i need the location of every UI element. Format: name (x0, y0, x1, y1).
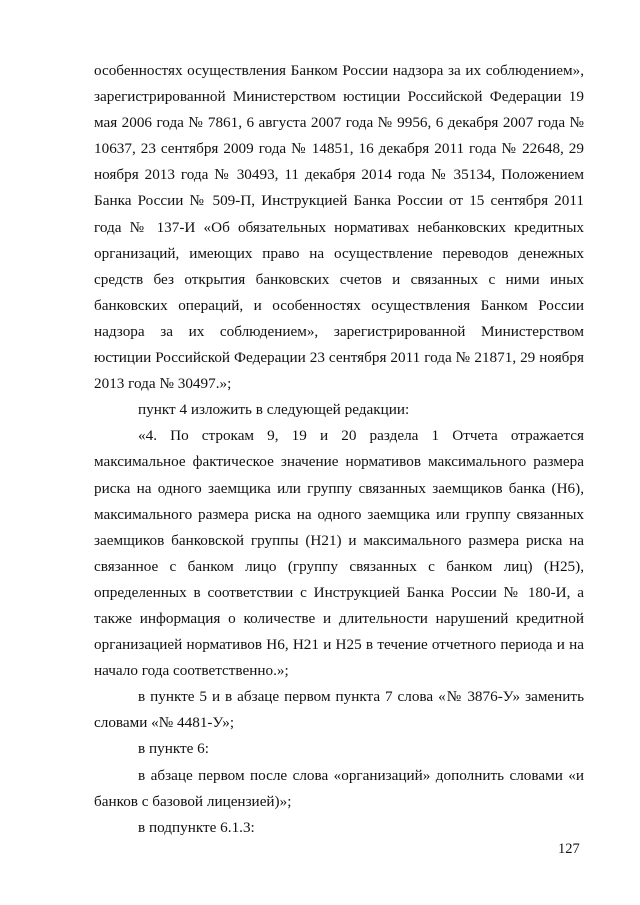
paragraph-subitem-6-1-3: в подпункте 6.1.3: (138, 818, 255, 836)
paragraph-item-6-first-abzac: в абзаце первом после слова «организаций» дополнить словами «и банков с базовой лицензией)»; (94, 766, 584, 810)
paragraph-item-6: в пункте 6: (138, 740, 209, 758)
paragraph-items-5-7: в пункте 5 и в абзаце первом пункта 7 слова «№ 3876-У» заменить словами «№ 4481-У»; (94, 688, 584, 732)
paragraph-item-4-heading: пункт 4 изложить в следующей редакции: (138, 401, 410, 419)
paragraph-item-4-text: «4. По строкам 9, 19 и 20 раздела 1 Отчета отражается максимальное фактическое значение нормативов максимального размера риска на одного заемщика или группу связанных заемщиков банка (Н6), максимального размера риска на одного заемщика или группу связанных заемщиков банковской группы (Н21) и максимального размера риска на связанное с банком лицо (группу связанных с банком лиц) (Н25), определенных в соответствии с Инструкцией Банка России № 180-И, а также информация о количестве и длительности нарушений кредитной организацией нормативов Н6, Н21 и Н25 в течение отчетного периода и на начало года соответственно.»; (94, 427, 584, 680)
paragraph-continuation: особенностях осуществления Банком России надзора за их соблюдением», зарегистрированной Министерством юстиции Российской Федерации 19 мая 2006 года № 7861, 6 августа 2007 года № 9956, 6 декабря 2007 года № 10637, 23 сентября 2009 года № 14851, 16 декабря 2011 года № 22648, 29 ноября 2013 года № 30493, 11 декабря 2014 года № 35134, Положением Банка России № 509-П, Инструкцией Банка России от 15 сентября 2011 года № 137-И «Об обязательных нормативах небанковских кредитных организаций, имеющих право на осуществление переводов денежных средств без открытия банковских счетов и связанных с ними иных банковских операций, и особенностях осуществления Банком России надзора за их соблюдением», зарегистрированной Министерством юстиции Российской Федерации 23 сентября 2011 года № 21871, 29 ноября 2013 года № 30497.»; (94, 62, 584, 393)
page-number: 127 (558, 841, 580, 857)
document-body (94, 58, 584, 841)
